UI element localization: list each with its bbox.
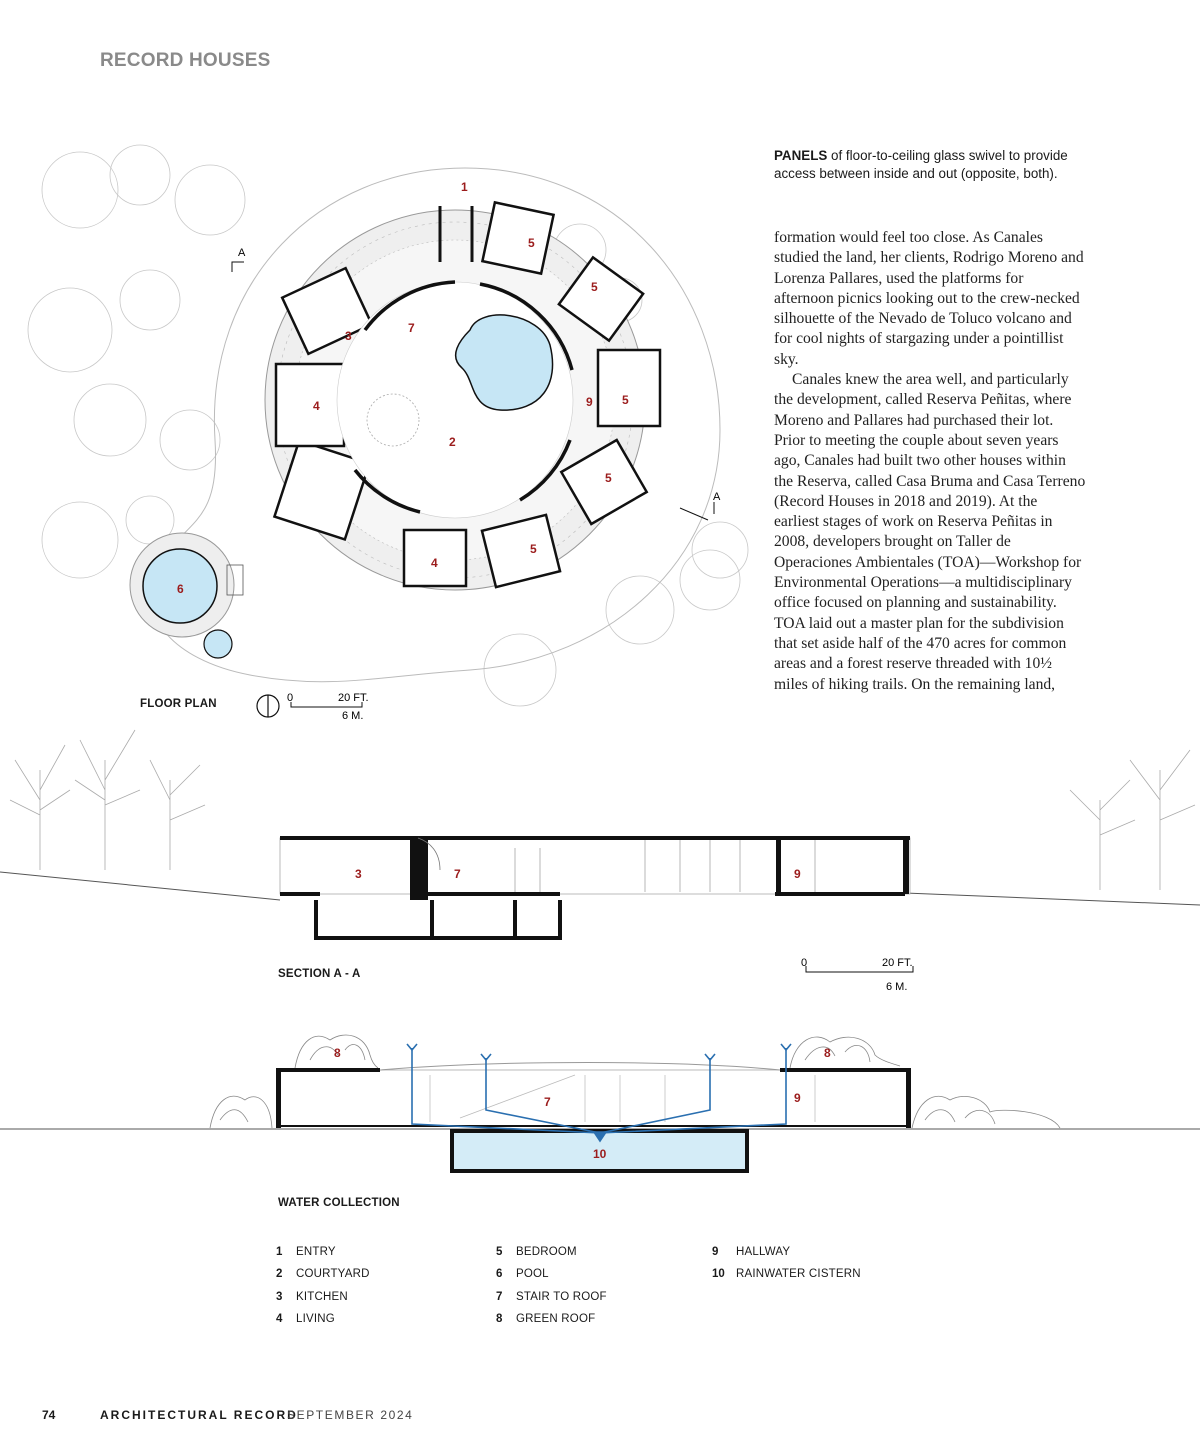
body-paragraph: Canales knew the area well, and particularly the development, called Reserva Peñitas, where Moreno and Pallares had purchased their lot. Prior to meeting the couple about seven years ago, Canales had built two other houses within the Reserva, called Casa Bruma and Casa Terreno (Record Houses in 2018 and 2019). At the earliest stages of work on Reserva Peñitas in 2008, developers brought on Taller de Operaciones Ambientales (TOA)—Workshop for Environmental Operations—a multidisciplinary office focused on planning and sustainability. TOA laid out a master plan for the subdivision that set aside half of the 470 acres for common areas and a forest reserve threaded with 10½ miles of hiking trails. On the remaining land, [774, 371, 1086, 693]
plan-num-living-a: 4 [313, 399, 320, 413]
legend-name: STAIR TO ROOF [516, 1290, 607, 1303]
legend-number: 2 [276, 1268, 283, 1281]
plan-num-bedroom-c: 5 [622, 393, 629, 407]
legend-name: HALLWAY [736, 1246, 791, 1258]
plan-num-bedroom-d: 5 [605, 471, 612, 485]
legend-column-1 [276, 1246, 370, 1335]
section-marker-a-plan-west: A [238, 247, 246, 259]
section-scale-ft: 20 FT. [882, 957, 913, 969]
legend-name: KITCHEN [296, 1290, 348, 1303]
legend-column-3 [712, 1246, 861, 1291]
plan-num-bedroom-a: 5 [528, 236, 535, 250]
plan-num-entry: 1 [461, 180, 468, 194]
plan-num-courtyard: 2 [449, 435, 456, 449]
plan-num-pool: 6 [177, 582, 184, 596]
section-scale-zero: 0 [801, 957, 808, 969]
legend-number: 3 [276, 1290, 283, 1303]
plan-scale-zero: 0 [287, 692, 294, 704]
legend-item [276, 1291, 370, 1313]
section-num-hallway: 9 [794, 867, 801, 881]
water-collection-label: WATER COLLECTION [278, 1197, 400, 1209]
plan-num-bedroom-e: 5 [530, 542, 537, 556]
legend-name: ENTRY [296, 1246, 336, 1258]
legend-number: 4 [276, 1312, 283, 1325]
water-num-stair: 7 [544, 1095, 551, 1109]
section-drawing [0, 700, 1200, 1000]
legend-number: 5 [496, 1246, 503, 1258]
legend-item [276, 1313, 370, 1335]
legend-item [496, 1246, 607, 1268]
legend-item [276, 1268, 370, 1290]
water-num-cistern: 10 [593, 1147, 607, 1161]
water-collection-drawing [0, 1020, 1200, 1180]
caption-text: of floor-to-ceiling glass swivel to provide access between inside and out (opposite, both). [774, 148, 1068, 181]
legend-name: BEDROOM [516, 1246, 577, 1258]
water-num-green-roof-right: 8 [824, 1046, 831, 1060]
legend-number: 8 [496, 1312, 503, 1325]
plan-num-hallway: 9 [586, 395, 593, 409]
legend-number: 7 [496, 1290, 503, 1303]
issue-date: SEPTEMBER 2024 [287, 1408, 414, 1422]
water-building [276, 1063, 911, 1129]
legend-number: 10 [712, 1268, 725, 1281]
plan-num-living-b: 4 [431, 556, 438, 570]
legend-item [496, 1268, 607, 1290]
plan-num-stair: 7 [408, 321, 415, 335]
section-num-kitchen: 3 [355, 867, 362, 881]
legend-column-2 [496, 1246, 607, 1335]
plan-scale-m: 6 M. [342, 710, 364, 722]
section-header: RECORD HOUSES [100, 50, 271, 71]
legend-item [276, 1246, 370, 1268]
legend-item [712, 1246, 861, 1268]
legend-name: LIVING [296, 1312, 335, 1325]
water-num-green-roof-left: 8 [334, 1046, 341, 1060]
legend-name: RAINWATER CISTERN [736, 1268, 861, 1281]
photo-caption [774, 147, 1074, 183]
plan-num-bedroom-b: 5 [591, 280, 598, 294]
water-num-hallway: 9 [794, 1091, 801, 1105]
magazine-name: ARCHITECTURAL RECORD [100, 1408, 298, 1422]
legend-number: 1 [276, 1246, 283, 1258]
caption-lead: PANELS [774, 148, 828, 163]
plan-num-kitchen: 3 [345, 329, 352, 343]
section-scale-m: 6 M. [886, 981, 908, 993]
legend-name: COURTYARD [296, 1268, 370, 1281]
plan-scale-ft: 20 FT. [338, 692, 369, 704]
legend-name: POOL [516, 1268, 549, 1281]
section-num-stair: 7 [454, 867, 461, 881]
section-marker-a-plan-east: A [713, 491, 721, 503]
legend-number: 6 [496, 1268, 503, 1281]
legend-item [496, 1291, 607, 1313]
body-paragraph: formation would feel too close. As Canales studied the land, her clients, Rodrigo Moreno and Lorenza Pallares, used the platforms for afternoon picnics looking out to the crew-necked silhouette of the Nevado de Toluco volcano and for cool nights of stargazing under a pointillist sky. [774, 229, 1084, 368]
pool-area [130, 533, 243, 658]
floor-plan-label: FLOOR PLAN [140, 698, 217, 710]
page-number: 74 [42, 1408, 56, 1422]
legend-item [496, 1313, 607, 1335]
legend-item [712, 1268, 861, 1290]
article-body [774, 228, 1086, 695]
section-building [280, 838, 910, 938]
section-aa-label: SECTION A - A [278, 968, 361, 980]
legend-number: 9 [712, 1246, 719, 1258]
legend-name: GREEN ROOF [516, 1312, 596, 1325]
